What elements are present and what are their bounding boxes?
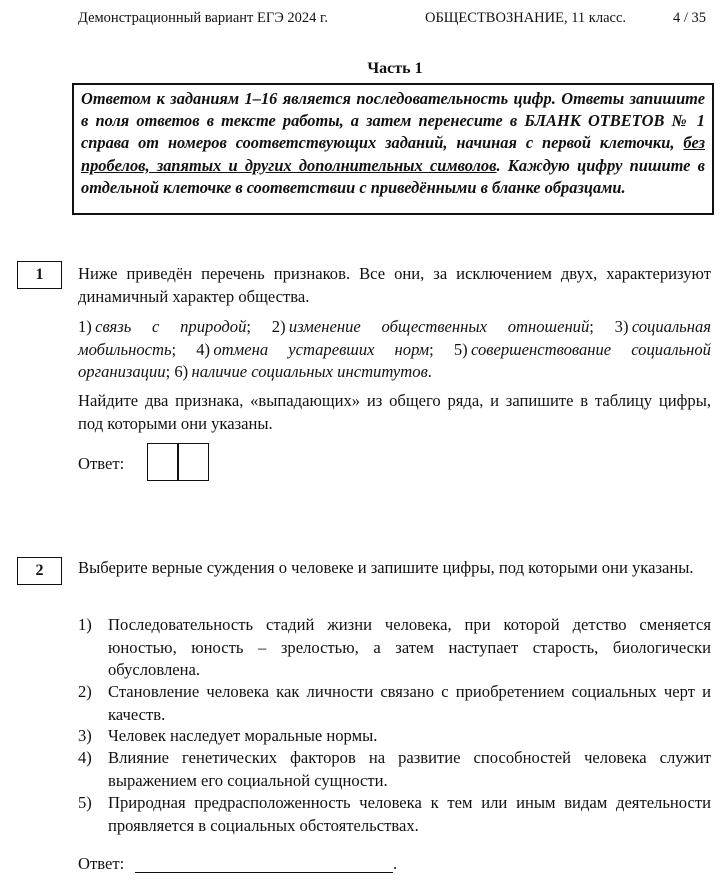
header-subject: ОБЩЕСТВОЗНАНИЕ, 11 класс.: [425, 10, 627, 26]
task-2-answer-end: .: [393, 854, 398, 873]
option-text: Становление человека как личности связано с приобретением социальных черт и качеств.: [108, 682, 711, 724]
item-number: 2): [271, 317, 286, 336]
separator: ;: [246, 317, 272, 336]
instruction-text-end: . Каждую цифру пишите в отдельной клеточке в соответствии с приведёнными в бланке образцами.: [81, 155, 705, 197]
instruction-underlined: без пробелов, запятых и других дополнительных символов: [81, 133, 705, 175]
option-text: Природная предрасположенность человека к тем или иным видам деятельности проявляется в социальных обстоятельствах.: [108, 793, 711, 835]
task-2-number: 2: [17, 557, 62, 585]
item-number: 6): [174, 362, 189, 381]
task-1-instruction: Найдите два признака, «выпадающих» из общего ряда, и запишите в таблицу цифры, под которыми они указаны.: [78, 391, 711, 433]
part-title: Часть 1: [367, 60, 423, 77]
task-2-option-1: [78, 614, 711, 682]
option-text: Последовательность стадий жизни человека, при которой детство сменяется юностью, юность – зрелостью, а затем наступает старость, биологически обусловлена.: [108, 615, 711, 679]
separator: ;: [171, 339, 197, 359]
task-1-answer-label: Ответ:: [78, 454, 125, 473]
header-page-number: 4 / 35: [673, 10, 707, 26]
separator: ;: [589, 317, 615, 336]
item-text: связь с природой: [95, 317, 247, 336]
task-2-option-3: [78, 725, 711, 748]
task-2-answer-label: Ответ:: [78, 854, 125, 873]
task-2-option-5: [78, 792, 711, 837]
option-number: 2): [78, 682, 92, 701]
separator: ;: [165, 362, 175, 381]
item-text: изменение общественных отношений: [288, 317, 590, 336]
option-number: 4): [78, 748, 92, 767]
option-number: 5): [78, 793, 92, 812]
option-text: Влияние генетических факторов на развитие способностей человека служит выражением его социальной сущности.: [108, 748, 711, 790]
task-2-option-2: [78, 681, 711, 726]
task-1-number: 1: [17, 261, 62, 289]
answer-cell-2[interactable]: [178, 443, 209, 481]
item-text: совершенствование социальной организации: [78, 339, 711, 381]
item-number: 4): [196, 339, 211, 359]
item-text: отмена устаревших норм: [213, 339, 430, 359]
task-1-items: [78, 316, 711, 384]
item-number: 3): [614, 317, 629, 336]
option-number: 1): [78, 615, 92, 634]
answer-cell-1[interactable]: [147, 443, 178, 481]
item-text: социальная мобильность: [78, 317, 711, 359]
option-number: 3): [78, 726, 92, 745]
task-2-intro: Выберите верные суждения о человеке и запишите цифры, под которыми они указаны.: [78, 558, 694, 577]
header-exam-title: Демонстрационный вариант ЕГЭ 2024 г.: [78, 10, 328, 26]
instruction-box: [72, 83, 714, 215]
item-number: 1): [78, 317, 92, 336]
task-2-option-4: [78, 747, 711, 792]
task-2-answer-field[interactable]: [135, 872, 393, 873]
task-1-intro: Ниже приведён перечень признаков. Все они, за исключением двух, характеризуют динамичный характер общества.: [78, 264, 711, 306]
instruction-text: Ответом к заданиям 1–16 является последовательность цифр. Ответы запишите в поля ответов в тексте работы, а затем перенесите в БЛАНК ОТВЕТОВ № 1 справа от номеров соответствующих заданий, начиная с первой клеточки,: [81, 89, 705, 153]
separator: ;: [429, 339, 454, 359]
option-text: Человек наследует моральные нормы.: [108, 726, 378, 745]
item-end: .: [427, 362, 432, 381]
item-number: 5): [453, 339, 468, 359]
item-text: наличие социальных институтов: [191, 362, 428, 381]
